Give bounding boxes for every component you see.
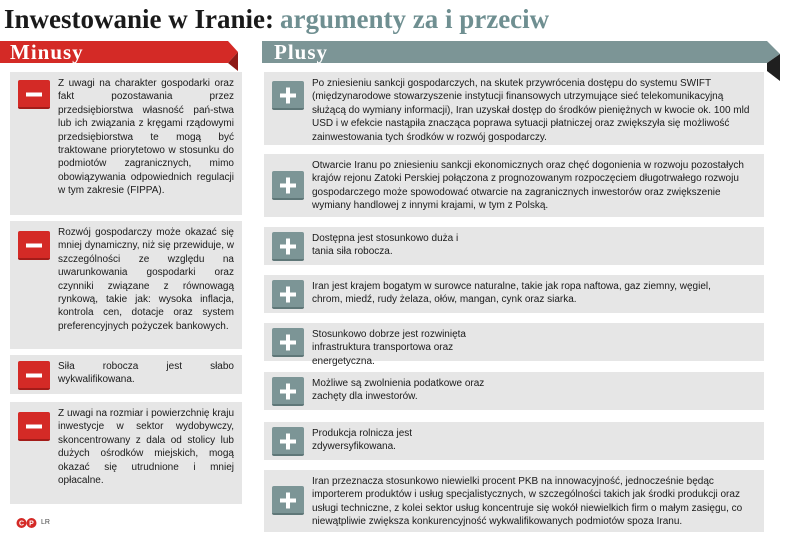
plus-card xyxy=(264,72,764,145)
plus-icon xyxy=(272,81,304,110)
plus-heading-ribbon xyxy=(262,41,788,67)
minus-card xyxy=(10,355,242,394)
plus-card xyxy=(264,372,764,410)
plus-text: Stosunkowo dobrze jest rozwinięta infrastruktura transportowa oraz energetyczna. xyxy=(312,329,466,367)
plus-icon xyxy=(272,427,304,456)
plus-text: Możliwe są zwolnienia podatkowe oraz zachęty dla inwestorów. xyxy=(312,378,485,403)
minus-text: Rozwój gospodarczy może okazać się mniej dynamiczny, niż się przewiduje, w szczególności ze względu na uwarunkowania gospodarki oraz czynniki związane z równowagą rynkową, takie jak: wysoka inflacja, kontrola cen, dotacje oraz system preferencyjnych pożyczek bankowych. xyxy=(58,227,234,332)
plus-card xyxy=(264,227,764,265)
minus-heading-ribbon xyxy=(0,41,245,67)
plus-icon xyxy=(272,171,304,200)
plus-text: Iran jest krajem bogatym w surowce naturalne, takie jak ropa naftowa, gaz ziemny, węgiel, chrom, miedź, rudy żelaza, ołów, mangan, cynk oraz siarka. xyxy=(312,281,711,306)
plus-card xyxy=(264,275,764,313)
plus-card xyxy=(264,154,764,217)
cp-logo xyxy=(16,517,38,529)
plus-text: Po zniesieniu sankcji gospodarczych, na skutek przywrócenia dostępu do systemu SWIFT (międzynarodowe stowarzyszenie instytucji finansowych utrzymujące sieć telekomunikacyjną służącą do wymiany informacji), Iran uzyskał dostęp do środków pieniężnych w kwocie ok. 100 mld USD i w efekcie nastąpiła znacząca poprawa sytuacji płatniczej oraz zwiększyła się możliwość zainwestowania tych środków w rozwój gospodarczy. xyxy=(312,78,750,143)
plus-text: Produkcja rolnicza jest zdywersyfikowana. xyxy=(312,428,413,453)
author-credit: LR xyxy=(41,519,50,526)
plus-text: Dostępna jest stosunkowo duża i tania siła robocza. xyxy=(312,233,459,258)
minus-text: Z uwagi na charakter gospodarki oraz fakt pozostawania przez przedsiębiorstwa własność pań-stwa lub ich związania z kręgami rządowymi przedsiębiorstwa te mogą być traktowane priorytetowo w stosunku do podmiotów zagranicznych, mimo obowiązywania odpowiednich regulacji w tym zakresie (FIPPA). xyxy=(58,78,234,197)
svg-text:P: P xyxy=(29,520,34,528)
minus-text: Z uwagi na rozmiar i powierzchnię kraju inwestycje w sektor wydobywczy, skoncentrowany z dala od stolicy lub dużych ośrodków miejskich, mogą okazać się utrudnione i mniej opłacalne. xyxy=(58,408,234,487)
svg-text:C: C xyxy=(18,520,25,528)
minus-icon xyxy=(18,361,50,390)
plus-card xyxy=(264,422,764,460)
minus-card xyxy=(10,221,242,349)
title-main: Inwestowanie w Iranie: xyxy=(4,4,274,34)
minus-card xyxy=(10,72,242,215)
plus-icon xyxy=(272,328,304,357)
minus-card xyxy=(10,402,242,504)
plus-text: Iran przeznacza stosunkowo niewielki procent PKB na innowacyjność, jednocześnie będąc importerem produktów i usług specjalistycznych, w szczególności takich jak środki produkcji oraz usługi techniczne, z kolei sektor usług koncentruje się wokół niewielkich firm o małym zasięgu, co niewątpliwie zwiększa konkurencyjność wykwalifikowanych podmiotów spoza Iranu. xyxy=(312,476,743,528)
title-subtitle: argumenty za i przeciw xyxy=(280,4,550,34)
minus-text: Siła robocza jest słabo wykwalifikowana. xyxy=(58,361,234,386)
plus-icon xyxy=(272,232,304,261)
page-title xyxy=(4,2,549,36)
minus-icon xyxy=(18,412,50,441)
plus-icon xyxy=(272,280,304,309)
plus-icon xyxy=(272,377,304,406)
plus-card xyxy=(264,323,764,367)
minus-icon xyxy=(18,231,50,260)
minus-icon xyxy=(18,80,50,109)
plus-icon xyxy=(272,486,304,515)
minus-heading: Minusy xyxy=(10,40,84,64)
plus-heading: Plusy xyxy=(274,40,329,64)
plus-card xyxy=(264,470,764,532)
plus-text: Otwarcie Iranu po zniesieniu sankcji ekonomicznych oraz chęć dogonienia w rozwoju pozostałych krajów rejonu Zatoki Perskiej połączona z prognozowanym rozpoczęciem długotrwałego rozwoju gospodarczego może spowodować otwarcie na zagranicznych inwestorów oraz zwiększenie wymiany handlowej z innymi krajami, w tym z Polską. xyxy=(312,160,744,212)
